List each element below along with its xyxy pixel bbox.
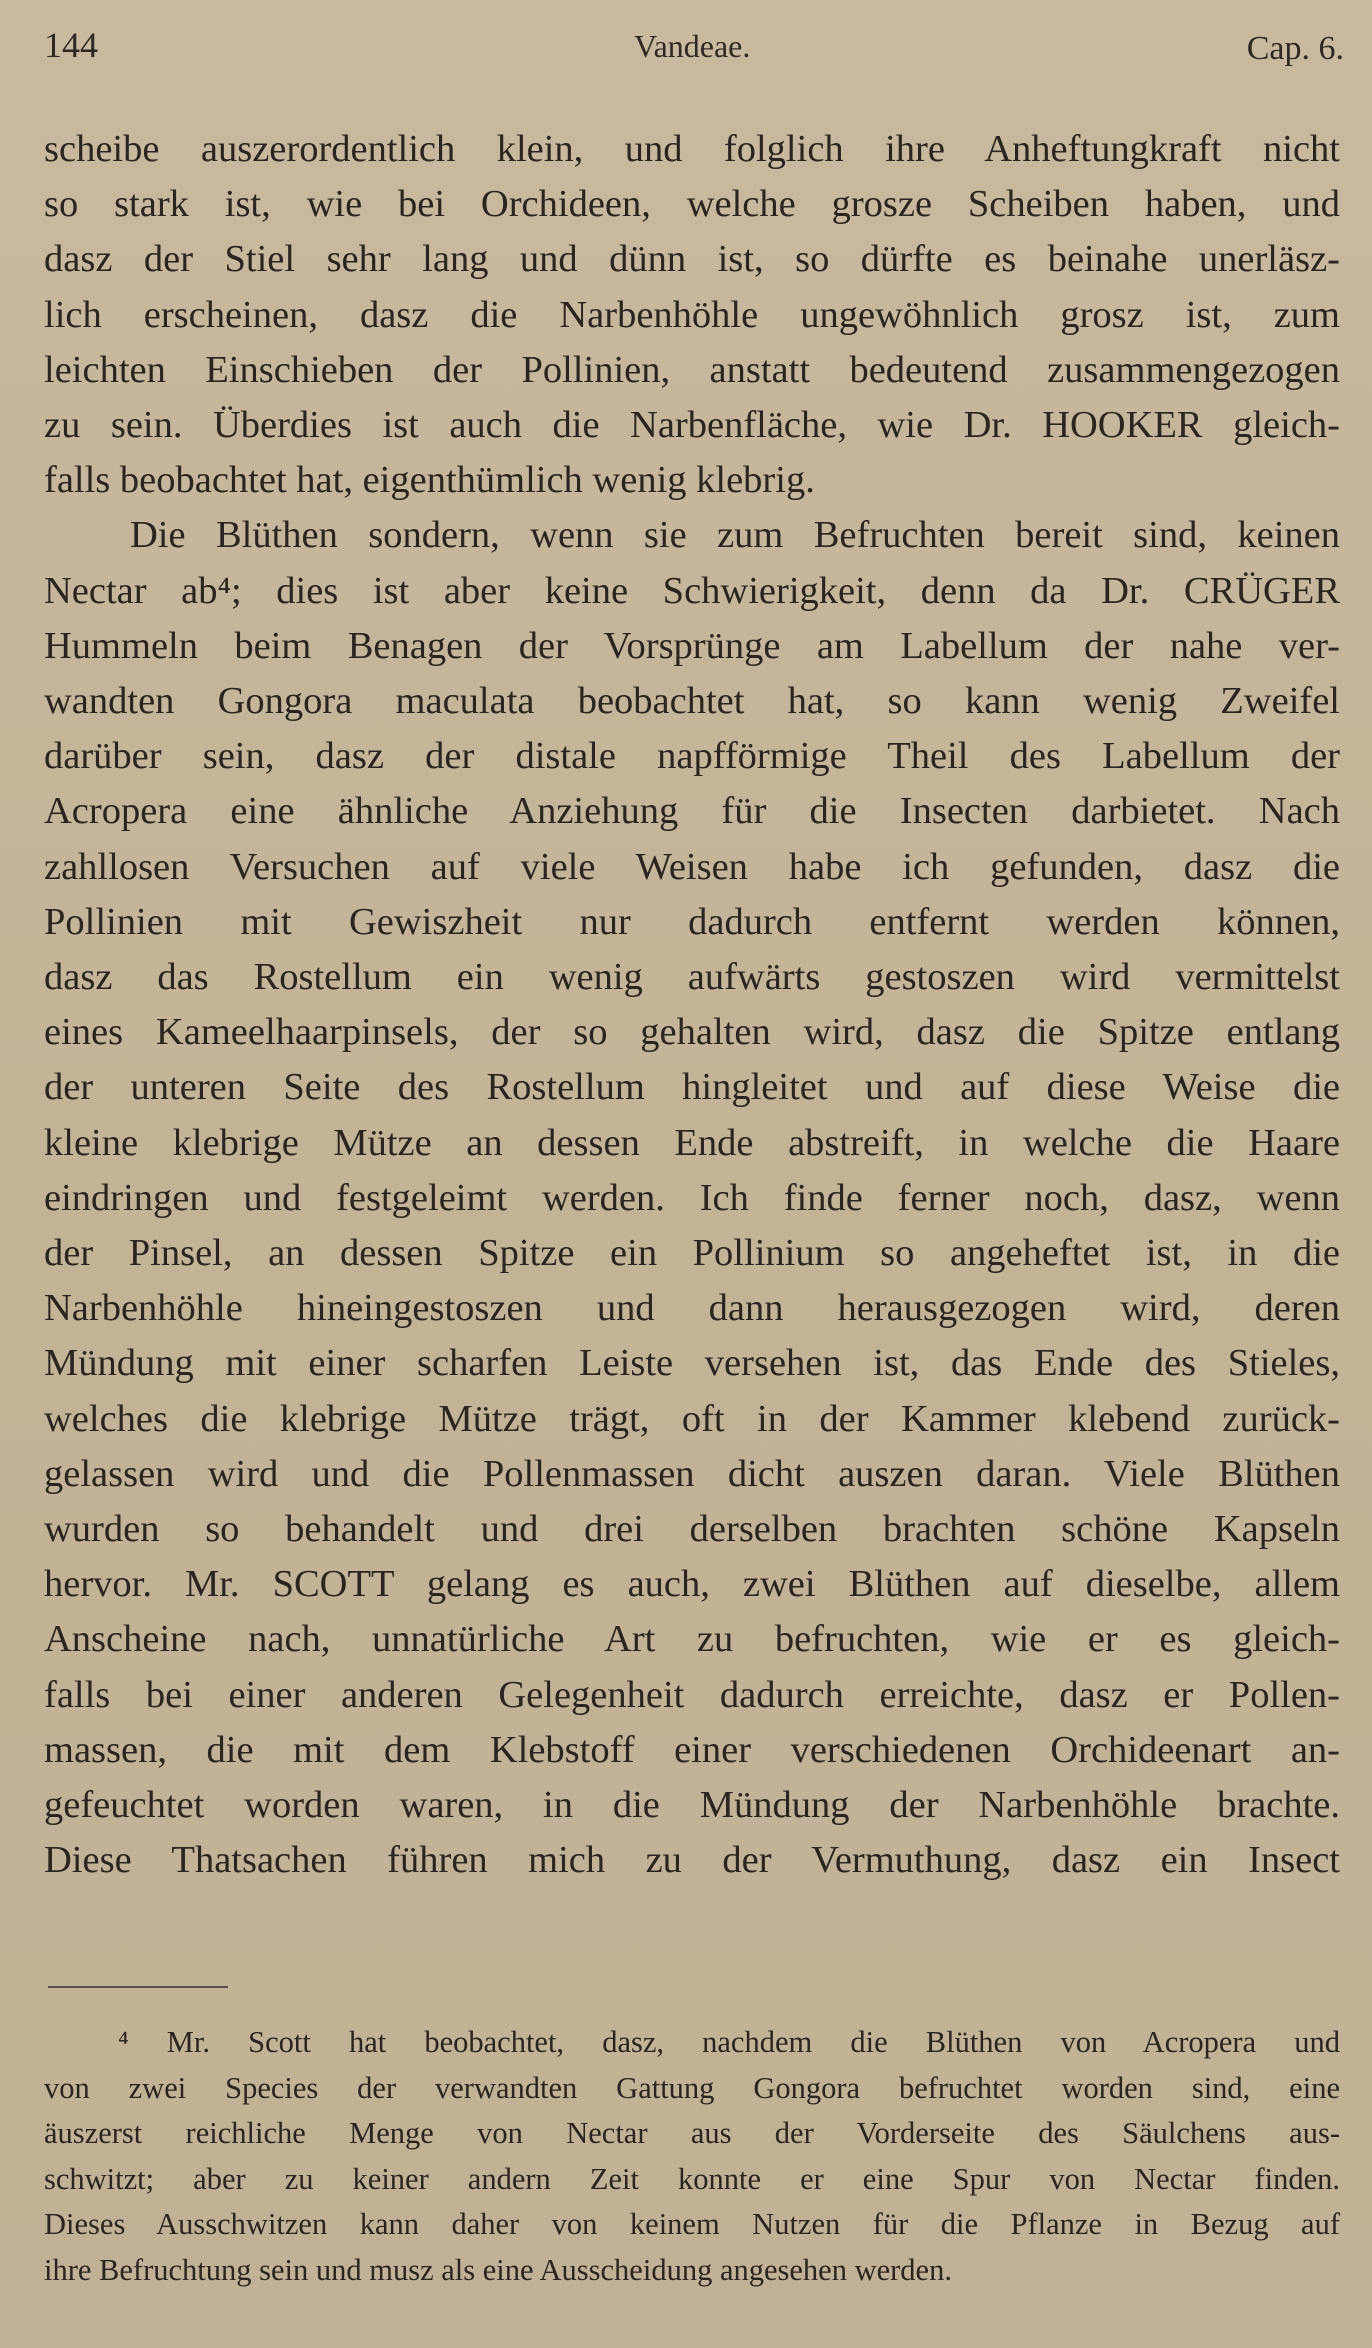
footnote-line: von zwei Species der verwandten Gattung Gongora befruchtet worden sind, eine — [44, 2070, 1340, 2105]
body-text — [44, 122, 1340, 1889]
text-line: hervor. Mr. SCOTT gelang es auch, zwei Blüthen auf dieselbe, allem — [44, 1563, 1340, 1606]
footnote-line: ihre Befruchtung sein und musz als eine Ausscheidung angesehen werden. — [44, 2252, 952, 2287]
text-line: Diese Thatsachen führen mich zu der Vermuthung, dasz ein Insect — [44, 1839, 1340, 1882]
text-line: Pollinien mit Gewiszheit nur dadurch entfernt werden können, — [44, 900, 1340, 943]
text-line: eindringen und festgeleimt werden. Ich finde ferner noch, dasz, wenn — [44, 1176, 1340, 1219]
text-line: leichten Einschieben der Pollinien, anstatt bedeutend zusammengezogen — [44, 348, 1340, 391]
text-line: Narbenhöhle hineingestoszen und dann herausgezogen wird, deren — [44, 1287, 1340, 1330]
footnote-line: Dieses Ausschwitzen kann daher von keinem Nutzen für die Pflanze in Bezug auf — [44, 2207, 1340, 2241]
page-header — [44, 24, 1344, 74]
text-line: der unteren Seite des Rostellum hingleitet und auf diese Weise die — [44, 1066, 1340, 1109]
text-line: dasz das Rostellum ein wenig aufwärts gestoszen wird vermittelst — [44, 956, 1340, 999]
footnote-line: schwitzt; aber zu keiner andern Zeit konnte er eine Spur von Nectar finden. — [44, 2161, 1340, 2196]
text-line: zu sein. Überdies ist auch die Narbenfläche, wie Dr. HOOKER gleich- — [44, 404, 1340, 447]
text-line: Acropera eine ähnliche Anziehung für die Insecten darbietet. Nach — [44, 790, 1340, 833]
running-title: Vandeae. — [634, 28, 751, 64]
text-line: falls bei einer anderen Gelegenheit dadurch erreichte, dasz er Pollen- — [44, 1673, 1340, 1716]
text-line: so stark ist, wie bei Orchideen, welche grosze Scheiben haben, und — [44, 183, 1340, 226]
text-line: der Pinsel, an dessen Spitze ein Pollinium so angeheftet ist, in die — [44, 1232, 1340, 1275]
text-line: falls beobachtet hat, eigenthümlich wenig klebrig. — [44, 459, 815, 502]
text-line: darüber sein, dasz der distale napfförmige Theil des Labellum der — [44, 735, 1340, 778]
text-line: Nectar ab⁴; dies ist aber keine Schwierigkeit, denn da Dr. CRÜGER — [44, 569, 1340, 612]
text-line: scheibe auszerordentlich klein, und folglich ihre Anheftungkraft nicht — [44, 128, 1340, 170]
footnote-divider — [48, 1986, 228, 1988]
text-line: dasz der Stiel sehr lang und dünn ist, so dürfte es beinahe unerläsz- — [44, 238, 1340, 281]
text-line: lich erscheinen, dasz die Narbenhöhle ungewöhnlich grosz ist, zum — [44, 293, 1340, 336]
text-line: gefeuchtet worden waren, in die Mündung der Narbenhöhle brachte. — [44, 1784, 1340, 1827]
text-line: Die Blüthen sondern, wenn sie zum Befruchten bereit sind, keinen — [130, 514, 1340, 557]
footnote-line: ⁴ Mr. Scott hat beobachtet, dasz, nachdem die Blüthen von Acropera und — [118, 2025, 1340, 2059]
text-line: massen, die mit dem Klebstoff einer verschiedenen Orchideenart an- — [44, 1728, 1340, 1771]
text-line: wandten Gongora maculata beobachtet hat, so kann wenig Zweifel — [44, 680, 1340, 723]
text-line: wurden so behandelt und drei derselben brachten schöne Kapseln — [44, 1508, 1340, 1551]
text-line: zahllosen Versuchen auf viele Weisen habe ich gefunden, dasz die — [44, 845, 1340, 888]
text-line: gelassen wird und die Pollenmassen dicht auszen daran. Viele Blüthen — [44, 1452, 1340, 1495]
chapter-label: Cap. 6. — [1246, 30, 1344, 67]
text-line: eines Kameelhaarpinsels, der so gehalten wird, dasz die Spitze entlang — [44, 1011, 1340, 1054]
text-line: welches die klebrige Mütze trägt, oft in der Kammer klebend zurück- — [44, 1397, 1340, 1440]
text-line: Hummeln beim Benagen der Vorsprünge am Labellum der nahe ver- — [44, 624, 1340, 667]
text-line: kleine klebrige Mütze an dessen Ende abstreift, in welche die Haare — [44, 1121, 1340, 1164]
page-number: 144 — [44, 25, 98, 65]
text-line: Mündung mit einer scharfen Leiste versehen ist, das Ende des Stieles, — [44, 1342, 1340, 1385]
footnote — [44, 2020, 1340, 2293]
text-line: Anscheine nach, unnatürliche Art zu befruchten, wie er es gleich- — [44, 1618, 1340, 1661]
footnote-line: äuszerst reichliche Menge von Nectar aus der Vorderseite des Säulchens aus- — [44, 2116, 1340, 2150]
